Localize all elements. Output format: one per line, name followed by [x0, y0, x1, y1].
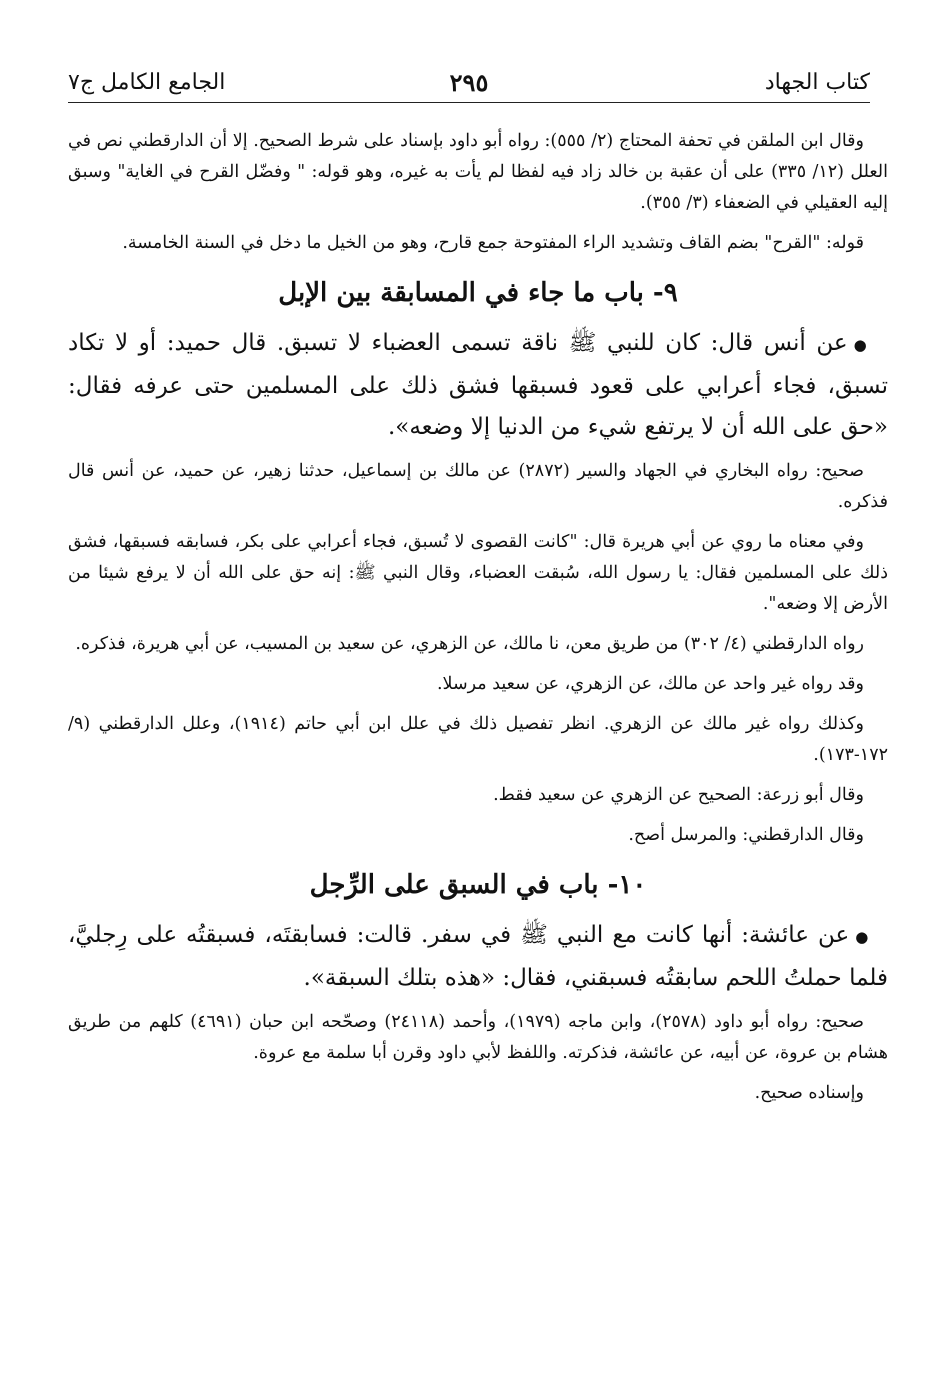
footnote-paragraph: وكذلك رواه غير مالك عن الزهري. انظر تفصيل ذلك في علل ابن أبي حاتم (١٩١٤)، وعلل الدارقطني (٩/ ١٧٢-١٧٣).	[68, 714, 888, 765]
footnote-paragraph: صحيح: رواه البخاري في الجهاد والسير (٢٨٧٢) عن مالك بن إسماعيل، حدثنا زهير، عن حميد، عن أنس قال فذكره.	[68, 461, 888, 512]
footnote-paragraph: وقال ابن الملقن في تحفة المحتاج (٢/ ٥٥٥): رواه أبو داود بإسناد على شرط الصحيح. إلا أن الدارقطني نص في العلل (١٢/ ٣٣٥) على أن عقبة بن خالد زاد فيه لفظا لم يأت به غيره، وهو قوله: " وفضّل القرح في الغاية" وسبق إليه العقيلي في الضعفاء (٣/ ٣٥٥).	[68, 131, 888, 213]
footnote-paragraph: رواه الدارقطني (٤/ ٣٠٢) من طريق معن، نا مالك، عن الزهري، عن سعيد بن المسيب، عن أبي هريرة، فذكره.	[75, 634, 864, 654]
chapter-heading: ١٠- باب في السبق على الرِّجل	[309, 870, 647, 900]
footnote-paragraph: قوله: "القرح" بضم القاف وتشديد الراء المفتوحة جمع قارح، وهو من الخيل ما دخل في السنة الخامسة.	[122, 233, 864, 253]
footnote-paragraph: وقال الدارقطني: والمرسل أصح.	[628, 825, 864, 845]
footnote-paragraph: صحيح: رواه أبو داود (٢٥٧٨)، وابن ماجه (١٩٧٩)، وأحمد (٢٤١١٨) وصحّحه ابن حبان (٤٦٩١) كلهم من طريق هشام بن عروة، عن أبيه، عن عائشة، فذكرته. واللفظ لأبي داود وقرن أبا سلمة مع عروة.	[68, 1012, 888, 1063]
hadith-body: عن أنس قال: كان للنبي ﷺ ناقة تسمى العضباء لا تسبق. قال حميد: أو لا تكاد تسبق، فجاء أعرابي على قعود فسبقها فشق ذلك على المسلمين حتى عرفه فقال: «حق على الله أن لا يرتفع شيء من الدنيا إلا وضعه».	[68, 330, 888, 440]
bullet-icon: ●	[855, 928, 870, 946]
chapter-title: كتاب الجهاد	[764, 69, 870, 95]
hadith-text	[68, 915, 888, 999]
page-body	[68, 126, 888, 1118]
page-number: ٢٩٥	[449, 67, 489, 97]
bullet-icon: ●	[853, 336, 871, 354]
footnote-paragraph: وإسناده صحيح.	[754, 1083, 864, 1103]
chapter-heading: ٩- باب ما جاء في المسابقة بين الإبل	[278, 278, 678, 308]
footnote-paragraph: وقال أبو زرعة: الصحيح عن الزهري عن سعيد فقط.	[493, 785, 864, 805]
footnote-paragraph: وفي معناه ما روي عن أبي هريرة قال: "كانت القصوى لا تُسبق، فجاء أعرابي على بكر، فسابقه فسبقها، فشق ذلك على المسلمين فقال: يا رسول الله، سُبقت العضباء، وقال النبي ﷺ: إنه حق على الله أن لا يرفع شيئا من الأرض إلا وضعه".	[68, 532, 888, 614]
book-title: الجامع الكامل ج٧	[68, 69, 226, 95]
page-header	[68, 62, 870, 103]
footnote-paragraph: وقد رواه غير واحد عن مالك، عن الزهري، عن سعيد مرسلا.	[436, 674, 864, 694]
hadith-text	[68, 323, 888, 448]
hadith-body: عن عائشة: أنها كانت مع النبي ﷺ في سفر. قالت: فسابقتَه، فسبقتُه على رِجليَّ، فلما حملتُ اللحم سابقتُه فسبقني، فقال: «هذه بتلك السبقة».	[68, 922, 888, 991]
